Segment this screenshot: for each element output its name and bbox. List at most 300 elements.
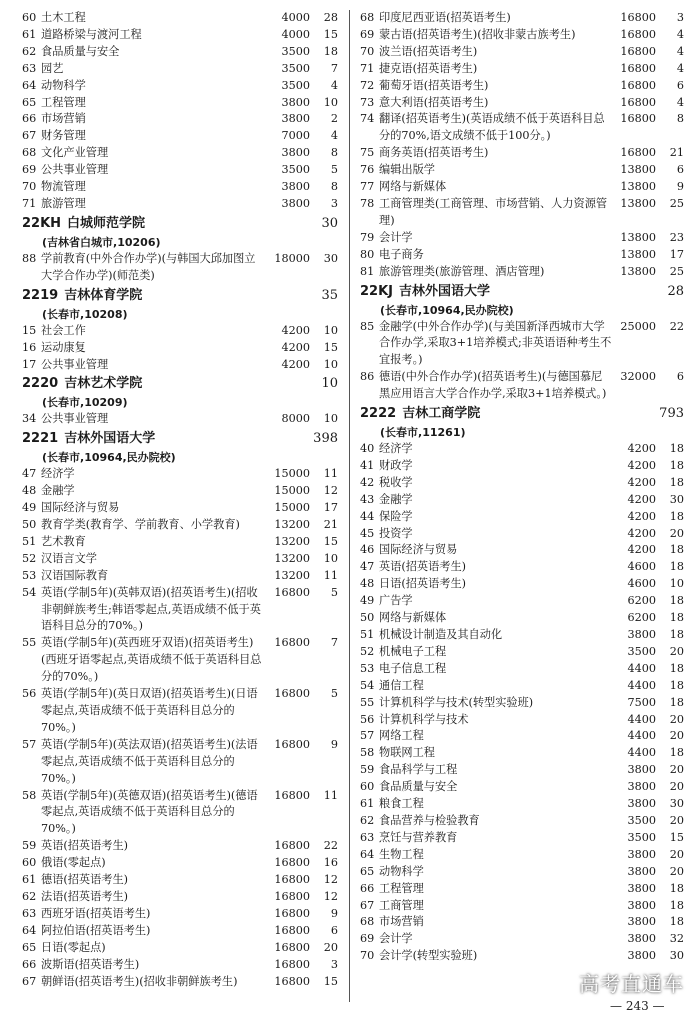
tuition-fee: 4200 bbox=[627, 526, 656, 540]
major-code: 51 bbox=[22, 534, 37, 548]
tuition-fee: 13800 bbox=[620, 163, 656, 177]
major-row bbox=[22, 686, 338, 737]
left-column bbox=[22, 10, 338, 990]
school-name: 白城师范学院 bbox=[67, 215, 146, 231]
enrollment-count: 5 bbox=[330, 585, 338, 599]
major-name: 会计学 bbox=[379, 932, 413, 946]
school-header bbox=[360, 403, 684, 424]
enrollment-count: 12 bbox=[323, 484, 338, 498]
enrollment-count: 11 bbox=[323, 467, 338, 481]
tuition-fee: 3800 bbox=[627, 864, 656, 878]
tuition-fee: 18000 bbox=[274, 251, 310, 265]
tuition-fee: 16800 bbox=[620, 44, 656, 58]
major-code: 46 bbox=[360, 543, 375, 557]
enrollment-count: 17 bbox=[669, 247, 684, 261]
enrollment-count: 15 bbox=[323, 534, 338, 548]
tuition-fee: 16800 bbox=[274, 737, 310, 751]
major-code: 67 bbox=[360, 898, 375, 912]
major-row bbox=[360, 559, 684, 576]
column-divider bbox=[349, 10, 350, 1002]
major-code: 44 bbox=[360, 509, 375, 523]
major-row bbox=[22, 906, 338, 923]
major-name: 动物科学 bbox=[41, 78, 86, 92]
school-location: (长春市,10209) bbox=[42, 396, 128, 410]
major-row bbox=[360, 779, 684, 796]
major-row bbox=[360, 914, 684, 931]
school-code: 2222 bbox=[360, 406, 397, 422]
major-code: 52 bbox=[360, 644, 375, 658]
major-name: 金融学(中外合作办学)(与美国新泽西城市大学合作办学,采取3+1培养模式;非英语语种考生不宜报考。) bbox=[379, 319, 612, 367]
major-code: 47 bbox=[22, 467, 37, 481]
major-name: 工程管理 bbox=[379, 881, 424, 895]
tuition-fee: 16800 bbox=[620, 112, 656, 126]
tuition-fee: 13200 bbox=[274, 568, 310, 582]
major-name: 食品质量与安全 bbox=[41, 44, 120, 58]
major-row bbox=[360, 948, 684, 965]
major-name: 投资学 bbox=[379, 526, 413, 540]
major-name: 网络工程 bbox=[379, 729, 424, 743]
major-code: 57 bbox=[22, 737, 37, 751]
major-name: 机械设计制造及其自动化 bbox=[379, 628, 503, 641]
major-row bbox=[22, 534, 338, 551]
major-row bbox=[360, 813, 684, 830]
enrollment-count: 28 bbox=[323, 11, 338, 24]
major-code: 58 bbox=[360, 746, 375, 760]
tuition-fee: 3500 bbox=[281, 61, 310, 75]
page-number: — 243 — bbox=[610, 999, 665, 1013]
major-row bbox=[360, 542, 684, 559]
major-row bbox=[22, 551, 338, 568]
major-name: 翻译(招英语考生)(英语成绩不低于英语科目总分的70%,语文成绩不低于100分。) bbox=[379, 112, 605, 143]
major-code: 60 bbox=[22, 856, 37, 870]
tuition-fee: 4200 bbox=[281, 340, 310, 354]
major-row bbox=[360, 196, 684, 230]
enrollment-count: 25 bbox=[669, 264, 684, 278]
major-row bbox=[22, 838, 338, 855]
major-code: 74 bbox=[360, 112, 375, 126]
major-code: 53 bbox=[360, 661, 375, 675]
enrollment-count: 2 bbox=[330, 112, 338, 126]
major-row bbox=[22, 323, 338, 340]
tuition-fee: 4400 bbox=[627, 712, 656, 726]
major-code: 15 bbox=[22, 323, 37, 337]
tuition-fee: 16800 bbox=[274, 839, 310, 853]
major-name: 社会工作 bbox=[41, 323, 86, 337]
school-code: 2221 bbox=[22, 431, 59, 447]
major-row bbox=[22, 737, 338, 788]
major-row bbox=[22, 585, 338, 636]
enrollment-count: 8 bbox=[676, 112, 684, 126]
major-code: 85 bbox=[360, 319, 375, 333]
major-code: 71 bbox=[360, 61, 375, 75]
enrollment-count: 6 bbox=[330, 923, 338, 937]
tuition-fee: 15000 bbox=[274, 484, 310, 498]
major-name: 法语(招英语考生) bbox=[41, 889, 129, 903]
major-row bbox=[22, 500, 338, 517]
major-name: 计算机科学与技术 bbox=[379, 712, 469, 726]
major-name: 会计学(转型实验班) bbox=[379, 949, 478, 963]
major-name: 德语(中外合作办学)(招英语考生)(与德国慕尼黑应用语言大学合作办学,采取3+1培养模式。) bbox=[379, 370, 607, 401]
major-row bbox=[360, 864, 684, 881]
enrollment-count: 20 bbox=[669, 526, 684, 540]
major-code: 52 bbox=[22, 551, 37, 565]
enrollment-count: 10 bbox=[323, 551, 338, 565]
tuition-fee: 16800 bbox=[620, 95, 656, 109]
school-location: (长春市,10208) bbox=[42, 307, 128, 321]
enrollment-count: 18 bbox=[669, 746, 684, 760]
major-row bbox=[22, 78, 338, 95]
tuition-fee: 4000 bbox=[281, 11, 310, 24]
major-row bbox=[22, 27, 338, 44]
major-row bbox=[360, 576, 684, 593]
tuition-fee: 3500 bbox=[281, 44, 310, 58]
major-code: 75 bbox=[360, 146, 375, 160]
enrollment-count: 17 bbox=[323, 501, 338, 515]
major-code: 43 bbox=[360, 492, 375, 506]
tuition-fee: 16800 bbox=[274, 889, 310, 903]
major-row bbox=[360, 10, 684, 27]
major-row bbox=[22, 466, 338, 483]
major-name: 公共事业管理 bbox=[41, 412, 109, 426]
enrollment-count: 18 bbox=[669, 881, 684, 895]
enrollment-count: 21 bbox=[323, 518, 338, 532]
major-code: 62 bbox=[22, 889, 37, 903]
major-code: 59 bbox=[22, 839, 37, 853]
major-code: 16 bbox=[22, 340, 37, 354]
major-row bbox=[360, 627, 684, 644]
school-header bbox=[360, 281, 684, 302]
tuition-fee: 4200 bbox=[627, 492, 656, 506]
major-code: 81 bbox=[360, 264, 375, 278]
tuition-fee: 13800 bbox=[620, 196, 656, 210]
major-row bbox=[22, 179, 338, 196]
major-code: 70 bbox=[360, 44, 375, 58]
major-code: 61 bbox=[360, 797, 375, 811]
enrollment-count: 5 bbox=[330, 687, 338, 701]
enrollment-count: 12 bbox=[323, 889, 338, 903]
major-row bbox=[360, 27, 684, 44]
enrollment-count: 30 bbox=[669, 492, 684, 506]
tuition-fee: 4400 bbox=[627, 678, 656, 692]
tuition-fee: 3500 bbox=[627, 830, 656, 844]
tuition-fee: 16800 bbox=[274, 957, 310, 971]
school-header bbox=[22, 428, 338, 449]
major-row bbox=[360, 526, 684, 543]
major-row bbox=[22, 411, 338, 428]
major-name: 商务英语(招英语考生) bbox=[379, 146, 489, 160]
tuition-fee: 8000 bbox=[281, 412, 310, 426]
major-name: 国际经济与贸易 bbox=[379, 543, 458, 557]
major-code: 71 bbox=[22, 196, 37, 210]
tuition-fee: 13800 bbox=[620, 247, 656, 261]
enrollment-count: 7 bbox=[330, 636, 338, 650]
major-name: 物流管理 bbox=[41, 180, 86, 194]
major-row bbox=[360, 509, 684, 526]
major-code: 34 bbox=[22, 412, 37, 426]
enrollment-count: 30 bbox=[669, 797, 684, 811]
major-code: 67 bbox=[22, 129, 37, 143]
major-code: 66 bbox=[22, 957, 37, 971]
major-code: 54 bbox=[360, 678, 375, 692]
major-row bbox=[360, 145, 684, 162]
school-location: (长春市,10964,民办院校) bbox=[42, 451, 176, 465]
major-row bbox=[22, 357, 338, 374]
tuition-fee: 4200 bbox=[627, 543, 656, 557]
major-code: 64 bbox=[360, 847, 375, 861]
tuition-fee: 32000 bbox=[620, 370, 656, 384]
tuition-fee: 16800 bbox=[274, 974, 310, 988]
enrollment-count: 23 bbox=[669, 230, 684, 244]
major-code: 48 bbox=[360, 577, 375, 591]
major-name: 阿拉伯语(招英语考生) bbox=[41, 923, 151, 937]
major-name: 旅游管理 bbox=[41, 196, 86, 210]
major-row bbox=[22, 95, 338, 112]
school-name: 吉林外国语大学 bbox=[399, 283, 491, 299]
school-total: 398 bbox=[313, 431, 338, 447]
major-name: 经济学 bbox=[379, 442, 413, 456]
major-row bbox=[22, 10, 338, 27]
major-row bbox=[22, 145, 338, 162]
major-name: 俄语(零起点) bbox=[41, 856, 106, 870]
tuition-fee: 13800 bbox=[620, 180, 656, 194]
major-name: 英语(招英语考生) bbox=[379, 560, 467, 574]
school-name: 吉林体育学院 bbox=[64, 287, 143, 303]
major-row bbox=[22, 635, 338, 686]
school-total: 793 bbox=[659, 406, 684, 422]
school-code: 22KJ bbox=[360, 283, 394, 299]
tuition-fee: 4200 bbox=[281, 357, 310, 371]
major-row bbox=[22, 517, 338, 534]
major-row bbox=[360, 881, 684, 898]
enrollment-count: 18 bbox=[323, 44, 338, 58]
major-code: 56 bbox=[22, 687, 37, 701]
major-name: 食品营养与检验教育 bbox=[379, 813, 480, 827]
enrollment-count: 18 bbox=[669, 898, 684, 912]
enrollment-count: 10 bbox=[323, 323, 338, 337]
enrollment-count: 9 bbox=[330, 906, 338, 920]
enrollment-count: 20 bbox=[669, 763, 684, 777]
tuition-fee: 3500 bbox=[281, 163, 310, 177]
major-code: 69 bbox=[22, 163, 37, 177]
major-code: 66 bbox=[360, 881, 375, 895]
major-row bbox=[360, 162, 684, 179]
tuition-fee: 3800 bbox=[281, 146, 310, 160]
major-code: 45 bbox=[360, 526, 375, 540]
major-row bbox=[22, 251, 338, 285]
tuition-fee: 16800 bbox=[274, 940, 310, 954]
enrollment-count: 8 bbox=[330, 146, 338, 160]
major-name: 财务管理 bbox=[41, 129, 86, 143]
major-name: 土木工程 bbox=[41, 11, 86, 24]
major-code: 57 bbox=[360, 729, 375, 743]
major-name: 市场营销 bbox=[379, 915, 424, 929]
major-row bbox=[360, 369, 684, 403]
major-name: 道路桥梁与渡河工程 bbox=[41, 27, 142, 41]
enrollment-count: 16 bbox=[323, 856, 338, 870]
enrollment-count: 4 bbox=[330, 78, 338, 92]
major-row bbox=[360, 593, 684, 610]
major-row bbox=[22, 44, 338, 61]
major-row bbox=[22, 568, 338, 585]
major-code: 60 bbox=[360, 780, 375, 794]
major-code: 69 bbox=[360, 27, 375, 41]
major-row bbox=[360, 898, 684, 915]
school-location: (长春市,10964,民办院校) bbox=[380, 303, 514, 317]
major-row bbox=[360, 95, 684, 112]
major-name: 电子商务 bbox=[379, 247, 424, 261]
enrollment-count: 15 bbox=[323, 974, 338, 988]
school-name: 吉林工商学院 bbox=[402, 406, 481, 422]
major-row bbox=[22, 340, 338, 357]
major-code: 50 bbox=[360, 611, 375, 625]
major-name: 波斯语(招英语考生) bbox=[41, 957, 140, 971]
enrollment-count: 15 bbox=[669, 830, 684, 844]
major-name: 工商管理 bbox=[379, 898, 424, 912]
major-name: 网络与新媒体 bbox=[379, 180, 447, 194]
major-row bbox=[360, 796, 684, 813]
tuition-fee: 16800 bbox=[620, 27, 656, 41]
major-code: 72 bbox=[360, 78, 375, 92]
major-row bbox=[22, 128, 338, 145]
enrollment-count: 9 bbox=[676, 180, 684, 194]
major-code: 58 bbox=[22, 788, 37, 802]
major-row bbox=[360, 230, 684, 247]
major-code: 63 bbox=[22, 61, 37, 75]
major-row bbox=[360, 847, 684, 864]
tuition-fee: 16800 bbox=[274, 856, 310, 870]
major-row bbox=[360, 458, 684, 475]
tuition-fee: 16800 bbox=[274, 585, 310, 599]
enrollment-count: 18 bbox=[669, 678, 684, 692]
enrollment-count: 6 bbox=[676, 78, 684, 92]
enrollment-count: 18 bbox=[669, 695, 684, 709]
major-name: 德语(招英语考生) bbox=[41, 873, 129, 887]
major-code: 51 bbox=[360, 628, 375, 641]
enrollment-count: 7 bbox=[330, 61, 338, 75]
enrollment-count: 22 bbox=[323, 839, 338, 853]
tuition-fee: 16800 bbox=[620, 146, 656, 160]
major-name: 艺术教育 bbox=[41, 534, 86, 548]
school-location: (吉林省白城市,10206) bbox=[42, 235, 161, 249]
school-total: 10 bbox=[321, 376, 338, 392]
enrollment-count: 8 bbox=[330, 180, 338, 194]
major-row bbox=[360, 111, 684, 145]
major-name: 工程管理 bbox=[41, 95, 86, 109]
major-code: 68 bbox=[360, 915, 375, 929]
tuition-fee: 3800 bbox=[627, 780, 656, 794]
major-code: 65 bbox=[360, 864, 375, 878]
enrollment-count: 10 bbox=[323, 357, 338, 371]
major-name: 电子信息工程 bbox=[379, 661, 447, 675]
tuition-fee: 3800 bbox=[627, 898, 656, 912]
major-name: 英语(学制5年)(英日双语)(招英语考生)(日语零起点,英语成绩不低于英语科目总分的70%。) bbox=[41, 687, 258, 734]
major-name: 机械电子工程 bbox=[379, 644, 447, 658]
tuition-fee: 3800 bbox=[627, 628, 656, 641]
major-name: 税收学 bbox=[379, 475, 413, 489]
major-name: 公共事业管理 bbox=[41, 163, 109, 177]
major-row bbox=[360, 475, 684, 492]
tuition-fee: 3800 bbox=[627, 915, 656, 929]
major-code: 62 bbox=[22, 44, 37, 58]
tuition-fee: 13800 bbox=[620, 230, 656, 244]
major-code: 65 bbox=[22, 95, 37, 109]
tuition-fee: 16800 bbox=[274, 873, 310, 887]
tuition-fee: 16800 bbox=[620, 78, 656, 92]
tuition-fee: 4400 bbox=[627, 661, 656, 675]
tuition-fee: 3800 bbox=[627, 847, 656, 861]
major-name: 英语(学制5年)(英西班牙双语)(招英语考生)(西班牙语零起点,英语成绩不低于英语科目总分的70%。) bbox=[41, 636, 262, 684]
major-name: 捷克语(招英语考生) bbox=[379, 61, 478, 75]
enrollment-count: 20 bbox=[669, 712, 684, 726]
major-code: 63 bbox=[22, 906, 37, 920]
major-code: 80 bbox=[360, 247, 375, 261]
enrollment-count: 6 bbox=[676, 163, 684, 177]
tuition-fee: 3500 bbox=[281, 78, 310, 92]
major-name: 英语(招英语考生) bbox=[41, 839, 129, 853]
tuition-fee: 4400 bbox=[627, 729, 656, 743]
school-code: 2220 bbox=[22, 376, 59, 392]
tuition-fee: 4200 bbox=[627, 442, 656, 456]
major-name: 蒙古语(招英语考生)(招收非蒙古族考生) bbox=[379, 27, 576, 41]
major-name: 金融学 bbox=[379, 492, 413, 506]
major-name: 朝鲜语(招英语考生)(招收非朝鲜族考生) bbox=[41, 974, 238, 988]
major-name: 保险学 bbox=[379, 509, 413, 523]
enrollment-count: 10 bbox=[323, 412, 338, 426]
tuition-fee: 3800 bbox=[281, 95, 310, 109]
major-code: 78 bbox=[360, 196, 375, 210]
school-location: (长春市,11261) bbox=[380, 426, 466, 440]
tuition-fee: 16800 bbox=[274, 923, 310, 937]
major-row bbox=[22, 61, 338, 78]
major-name: 文化产业管理 bbox=[41, 146, 109, 160]
major-row bbox=[360, 695, 684, 712]
major-name: 广告学 bbox=[379, 594, 413, 608]
major-row bbox=[22, 974, 338, 991]
enrollment-count: 4 bbox=[676, 27, 684, 41]
enrollment-count: 30 bbox=[669, 949, 684, 963]
tuition-fee: 3800 bbox=[281, 180, 310, 194]
enrollment-count: 25 bbox=[669, 196, 684, 210]
major-name: 财政学 bbox=[379, 458, 413, 472]
major-code: 76 bbox=[360, 163, 375, 177]
school-code: 22KH bbox=[22, 215, 62, 231]
major-name: 汉语言文学 bbox=[41, 551, 97, 565]
major-code: 62 bbox=[360, 813, 375, 827]
major-code: 86 bbox=[360, 370, 375, 384]
enrollment-count: 20 bbox=[669, 813, 684, 827]
enrollment-count: 4 bbox=[676, 44, 684, 58]
major-code: 65 bbox=[22, 940, 37, 954]
tuition-fee: 13200 bbox=[274, 518, 310, 532]
enrollment-count: 20 bbox=[669, 847, 684, 861]
enrollment-count: 20 bbox=[323, 940, 338, 954]
tuition-fee: 4400 bbox=[627, 746, 656, 760]
major-code: 40 bbox=[360, 442, 375, 456]
tuition-fee: 3800 bbox=[281, 196, 310, 210]
major-name: 粮食工程 bbox=[379, 797, 424, 811]
school-header bbox=[22, 285, 338, 306]
major-name: 教育学类(教育学、学前教育、小学教育) bbox=[41, 518, 240, 532]
major-row bbox=[360, 78, 684, 95]
major-code: 49 bbox=[22, 501, 37, 515]
tuition-fee: 4000 bbox=[281, 27, 310, 41]
major-row bbox=[22, 889, 338, 906]
major-name: 食品科学与工程 bbox=[379, 763, 458, 777]
major-code: 67 bbox=[22, 974, 37, 988]
school-name: 吉林艺术学院 bbox=[64, 376, 143, 392]
enrollment-count: 18 bbox=[669, 661, 684, 675]
school-total: 35 bbox=[321, 287, 338, 303]
